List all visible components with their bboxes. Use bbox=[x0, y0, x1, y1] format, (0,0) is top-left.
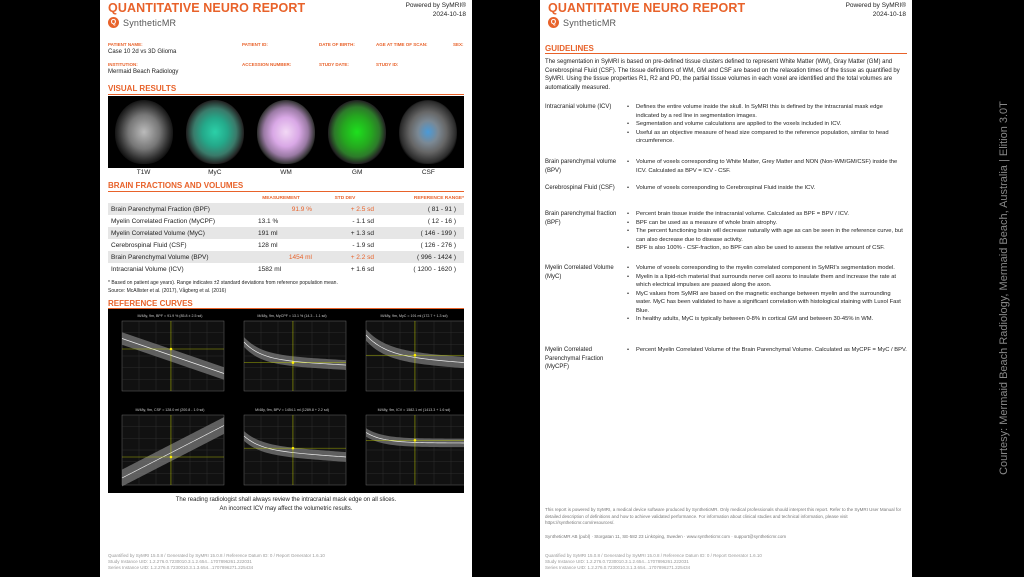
row-name: Myelin Correlated Volume (MyC) bbox=[108, 227, 248, 239]
guideline-item: • Volume of voxels corresponding to the myelin correlated component in SyMRI's segmentation model. bbox=[627, 264, 907, 273]
patient-id-label: PATIENT ID: bbox=[242, 42, 268, 47]
curve-panel-title: M/48y, 9m, MyC = 191 ml (172.7 + 1.3 sd) bbox=[380, 314, 448, 318]
header-name bbox=[108, 196, 248, 203]
row-measurement: 1582 ml bbox=[258, 265, 282, 273]
table-row bbox=[108, 239, 464, 251]
radiologist-note-line2: An incorrect ICV may affect the volumetric results. bbox=[219, 506, 353, 512]
guideline-item: • Percent Myelin Correlated Volume of the Brain Parenchymal Volume. Calculated as MyCPF = MyC / BPV. bbox=[627, 346, 907, 355]
syntheticmr-logo bbox=[548, 17, 616, 28]
header-reference-range: REFERENCE RANGE* bbox=[413, 196, 464, 201]
guideline-term: Myelin Correlated Volume (MyC) bbox=[545, 265, 614, 280]
guideline-item: • The percent functioning brain will decrease naturally with age as can be seen in the reference curve, but can also decrease due to disease activity. bbox=[627, 227, 907, 244]
gm-brain-image bbox=[328, 100, 386, 164]
table-row bbox=[108, 203, 464, 215]
guideline-term: Brain parenchymal volume (BPV) bbox=[545, 159, 617, 174]
row-name: Brain Parenchymal Fraction (BPF) bbox=[108, 203, 248, 215]
accession-label: ACCESSION NUMBER: bbox=[242, 62, 292, 67]
guideline-item: • Defines the entire volume inside the skull. In SyMRI this is defined by the intracranial mask edge indicated by a red line in segmentation images. bbox=[627, 103, 907, 120]
guideline-term: Intracranial volume (ICV) bbox=[545, 104, 612, 110]
footer-series-uid: Series Instance UID: 1.2.276.0.7230010.3.1.3.654...1707896271.225434 bbox=[545, 565, 691, 570]
table-row bbox=[108, 227, 464, 239]
guideline-term: Brain parenchymal fraction (BPF) bbox=[545, 211, 617, 226]
row-measurement: 191 ml bbox=[248, 227, 314, 239]
report-disclaimer: This report is powered by SyMRI, a medical device software produced by SyntheticMR. Only medical professionals should interpret this report. Refer to the SyMRI User Manual for detailed description of definitions and how to achieve validated performance. For information about clinical studies and technical information, please visit https://syntheticmr.com/resources/. bbox=[545, 507, 902, 525]
curve-panel-title: M/48y, 9m, BPF = 91.9 % (85.8 ± 2.5 sd) bbox=[137, 314, 203, 318]
row-range: ( 1200 - 1620 ) bbox=[413, 265, 456, 273]
header-std-dev: STD DEV bbox=[334, 196, 356, 201]
curve-patient-point bbox=[170, 348, 173, 351]
section-divider bbox=[545, 53, 907, 54]
reference-source: Source: McAllister et al. (2017), Vågberg et al. (2016) bbox=[108, 288, 227, 294]
q-circle-logo-icon: Q bbox=[548, 17, 559, 28]
header-measurement: MEASUREMENT bbox=[262, 196, 300, 201]
syntheticmr-logo bbox=[108, 17, 176, 28]
curve-patient-point bbox=[292, 361, 295, 364]
guideline-item: • BPF can be used as a measure of whole brain atrophy. bbox=[627, 219, 907, 228]
row-range: ( 126 - 276 ) bbox=[420, 241, 456, 249]
row-measurement: 13.1 % bbox=[258, 217, 279, 225]
powered-by-text: Powered by SyMRI® bbox=[845, 2, 906, 9]
powered-by-text: Powered by SyMRI® bbox=[405, 2, 466, 9]
patient-name-label: PATIENT NAME: bbox=[108, 42, 143, 47]
study-id-label: STUDY ID: bbox=[376, 62, 399, 67]
table-row bbox=[108, 263, 464, 275]
row-range: ( 12 - 16 ) bbox=[427, 217, 456, 225]
logo-text: SyntheticMR bbox=[123, 17, 177, 28]
reference-footnote: * Based on patient age years). Range indicates ±2 standard deviations from reference population mean. bbox=[108, 280, 338, 286]
curve-patient-point bbox=[414, 439, 417, 442]
powered-by bbox=[406, 1, 466, 19]
report-date: 2024-10-18 bbox=[432, 11, 466, 18]
row-measurement: 128 ml bbox=[258, 241, 278, 249]
patient-name: Case 10 2d vs 3D Glioma bbox=[108, 49, 177, 55]
guideline-item: • Percent brain tissue inside the intracranial volume. Calculated as BPF = BPV / ICV. bbox=[627, 210, 907, 219]
row-name: Cerebrospinal Fluid (CSF) bbox=[111, 241, 187, 249]
powered-by bbox=[846, 1, 906, 19]
row-std: - 1.9 sd bbox=[352, 241, 374, 249]
thumbnail-labels bbox=[108, 169, 464, 176]
curve-panel-title: M/48y, 9m, ICV = 1582.1 ml (1413.3 + 1.6 sd) bbox=[377, 408, 451, 412]
reference-curves-heading: REFERENCE CURVES bbox=[108, 299, 193, 308]
guideline-item: • BPF is also 100% - CSF-fraction, so BPF can also be used to assess the relative amount of CSF. bbox=[627, 244, 907, 253]
footer-quantified: Quantified by SyMRI 15.0.8 / Generated by SyMRI 15.0.8 / Reference Datum ID: 0 / Report Generator 1.6.10 bbox=[545, 553, 762, 558]
guidelines-heading: GUIDELINES bbox=[545, 44, 594, 53]
table-header-row bbox=[108, 196, 464, 203]
report-title: QUANTITATIVE NEURO REPORT bbox=[548, 1, 746, 15]
guideline-item: • In healthy adults, MyC is typically between 0-8% in cortical GM and between 30-45% in WM. bbox=[627, 315, 907, 324]
curve-panel-title: M/48y, 9m, MyCPF = 13.1 % (14.3 - 1.1 sd) bbox=[257, 314, 327, 318]
reference-curves-panel bbox=[108, 309, 464, 493]
courtesy-text: Courtesy: Mermaid Beach Radiology, Mermaid Beach, Australia | Elition 3.0T bbox=[998, 101, 1010, 475]
guideline-item: • Volume of voxels corresponding to Cerebrospinal Fluid inside the ICV. bbox=[627, 184, 907, 193]
row-std: + 1.3 sd bbox=[314, 227, 376, 239]
guideline-item: • Useful as an objective measure of head size compared to the reference population, similar to head circumference. bbox=[627, 129, 907, 146]
row-std: - 1.1 sd bbox=[352, 217, 374, 225]
age-label: AGE AT TIME OF SCAN: bbox=[376, 42, 428, 47]
institution: Mermaid Beach Radiology bbox=[108, 69, 179, 75]
section-divider bbox=[108, 94, 464, 95]
report-page-1 bbox=[100, 0, 472, 577]
footer-study-uid: Study Instance UID: 1.2.276.0.7230010.3.1.2.654...1707896261.222031 bbox=[108, 559, 252, 564]
table-row bbox=[108, 251, 464, 263]
section-divider bbox=[108, 191, 464, 192]
thumb-label-myc: MyC bbox=[208, 169, 222, 176]
csf-brain-image bbox=[399, 100, 457, 164]
thumb-label-csf: CSF bbox=[421, 169, 435, 176]
dob-label: DATE OF BIRTH: bbox=[319, 42, 355, 47]
report-title: QUANTITATIVE NEURO REPORT bbox=[108, 1, 306, 15]
guideline-item: • Volume of voxels corresponding to White Matter, Grey Matter and NON (Non-WM/GM/CSF) inside the ICV. Calculated as BPV = ICV - CSF. bbox=[627, 158, 907, 175]
report-page-2 bbox=[540, 0, 912, 577]
row-name: Brain Parenchymal Volume (BPV) bbox=[108, 251, 248, 263]
table-row bbox=[108, 215, 464, 227]
footer-study-uid: Study Instance UID: 1.2.276.0.7230010.3.1.2.654...1707896261.222031 bbox=[545, 559, 689, 564]
footer-quantified: Quantified by SyMRI 15.0.8 / Generated by SyMRI 15.0.8 / Reference Datum ID: 0 / Report Generator 1.6.10 bbox=[108, 553, 325, 558]
curve-panel-title: M/48y, 9m, CSF = 128.0 ml (200.8 - 1.9 sd) bbox=[135, 408, 205, 412]
row-range: ( 81 - 91 ) bbox=[376, 203, 464, 215]
q-circle-logo-icon: Q bbox=[108, 17, 119, 28]
logo-text: SyntheticMR bbox=[563, 17, 617, 28]
report-date: 2024-10-18 bbox=[872, 11, 906, 18]
guideline-term: Cerebrospinal Fluid (CSF) bbox=[545, 185, 615, 191]
t1w-brain-image bbox=[115, 100, 173, 164]
thumb-label-gm: GM bbox=[351, 169, 363, 176]
row-range: ( 996 - 1424 ) bbox=[376, 251, 464, 263]
row-measurement: 91.9 % bbox=[248, 203, 314, 215]
row-name: Myelin Correlated Fraction (MyCPF) bbox=[111, 217, 216, 225]
thumb-label-t1w: T1W bbox=[136, 169, 151, 176]
study-date-label: STUDY DATE: bbox=[319, 62, 349, 67]
segmentation-thumbnails bbox=[108, 96, 464, 168]
guidelines-intro: The segmentation in SyMRI is based on pre-defined tissue clusters defined to represent White Matter (WM), Gray Matter (GM) and Cerebrospinal Fluid (CSF). The tissue definitions of WM, GM and CSF are based on the relaxation times of the tissue as quantified by SyMRI. Using the tissue properties R1, R2 and PD, the partial tissue volumes in each voxel are identified and the total volumes are automatically measured. bbox=[545, 59, 900, 91]
row-measurement: 1454 ml bbox=[248, 251, 314, 263]
row-std: + 1.6 sd bbox=[350, 265, 374, 273]
institution-label: INSTITUTION: bbox=[108, 62, 138, 67]
myc-brain-image bbox=[186, 100, 244, 164]
guideline-item: • Myelin is a lipid-rich material that surrounds nerve cell axons to insulate them and increase the rate at which electrical impulses are passed along the axon. bbox=[627, 273, 907, 290]
wm-brain-image bbox=[257, 100, 315, 164]
footer-series-uid: Series Instance UID: 1.2.276.0.7230010.3.1.3.654...1707896271.225434 bbox=[108, 565, 254, 570]
brain-fractions-table bbox=[108, 196, 464, 275]
curve-patient-point bbox=[170, 456, 173, 459]
curve-patient-point bbox=[414, 354, 417, 357]
guideline-item: • Segmentation and volume calculations are applied to the voxels included in ICV. bbox=[627, 120, 907, 129]
reference-curves-svg bbox=[108, 309, 464, 493]
guideline-term: Myelin Correlated Parenchymal Fraction (MyCPF) bbox=[545, 347, 604, 370]
brain-fractions-heading: BRAIN FRACTIONS AND VOLUMES bbox=[108, 181, 244, 190]
radiologist-note-line1: The reading radiologist shall always review the intracranial mask edge on all slices. bbox=[175, 497, 397, 503]
row-std: + 2.2 sd bbox=[314, 251, 376, 263]
guideline-item: • MyC values from SyMRI are based on the magnetic exchange between myelin and the surrounding water. MyC has been validated to have a significant correlation with histological staining with Luxol Fast Blue. bbox=[627, 290, 907, 316]
company-address: SyntheticMR AB (publ) · Storgatan 11, SE-582 23 Linköping, Sweden · www.syntheticmr.com · support@syntheticmr.com bbox=[545, 534, 787, 539]
row-std: + 2.5 sd bbox=[314, 203, 376, 215]
row-name: Intracranial Volume (ICV) bbox=[111, 265, 184, 273]
sex-label: SEX: bbox=[453, 42, 464, 47]
thumb-label-wm: WM bbox=[280, 169, 292, 176]
curve-panel-title: M/48y, 9m, BPV = 1454.1 ml (1289.8 + 2.2 sd) bbox=[255, 408, 329, 412]
row-range: ( 146 - 199 ) bbox=[376, 227, 464, 239]
curve-patient-point bbox=[292, 447, 295, 450]
visual-results-heading: VISUAL RESULTS bbox=[108, 84, 177, 93]
